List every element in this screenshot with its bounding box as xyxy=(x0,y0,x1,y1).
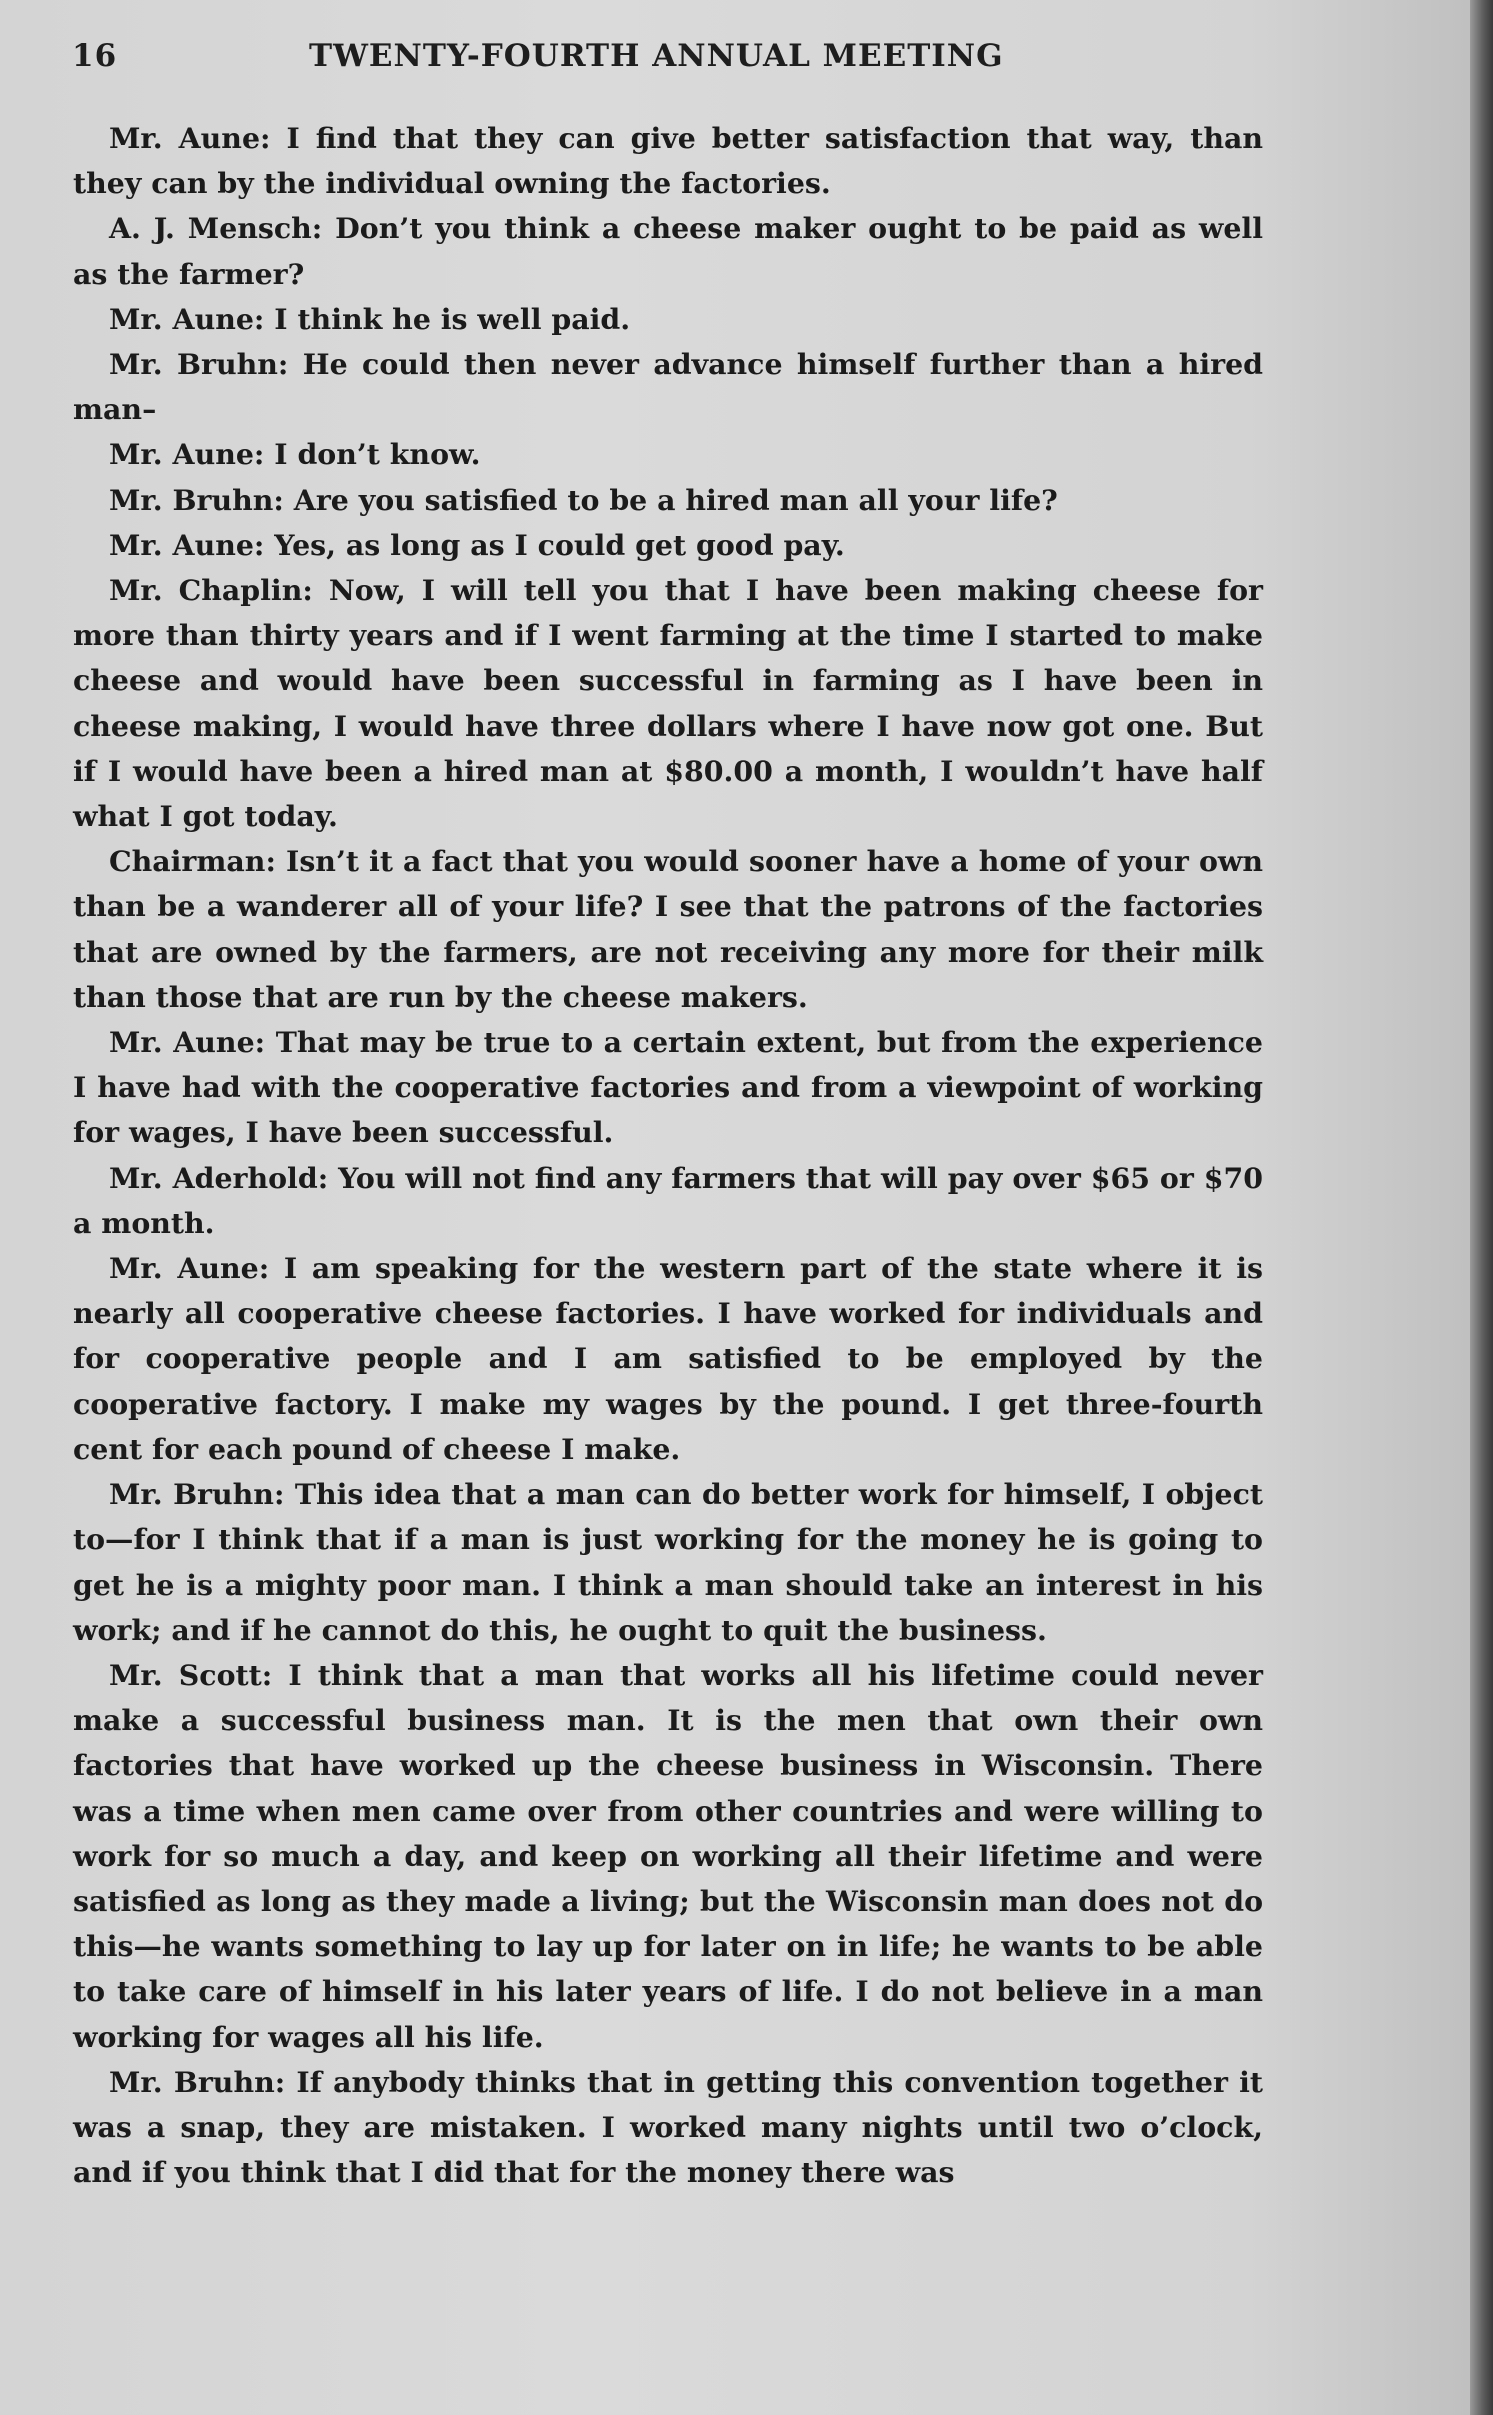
paragraph: Mr. Bruhn: Are you satisfied to be a hired man all your life? xyxy=(109,482,1058,517)
paragraph: Mr. Aune: That may be true to a certain extent, but from the experience I have had with the cooperative factories and from a viewpoint of working for wages, I have been successful. xyxy=(73,1025,1263,1150)
paragraph: Mr. Aune: I am speaking for the western part of the state where it is nearly all cooperative cheese factories. I have worked for individuals and for cooperative people and I am satisfied to be employed by the cooperative factory. I make my wages by the pound. I get three-fourth cent for each pound of cheese I make. xyxy=(73,1251,1263,1466)
running-head: TWENTY-FOURTH ANNUAL MEETING xyxy=(309,38,1004,74)
paragraph: A. J. Mensch: Don’t you think a cheese maker ought to be paid as well as the farmer? xyxy=(73,211,1263,291)
page-binding-shadow xyxy=(1470,0,1493,2415)
paragraph: Chairman: Isn’t it a fact that you would sooner have a home of your own than be a wanderer all of your life? I see that the patrons of the factories that are owned by the farmers, are not receiving any more for their milk than those that are run by the cheese makers. xyxy=(73,844,1263,1014)
page-header xyxy=(72,38,1272,78)
paragraph: Mr. Aune: I don’t know. xyxy=(109,437,481,472)
paragraph: Mr. Aune: I think he is well paid. xyxy=(109,301,631,336)
paragraph: Mr. Aune: I find that they can give better satisfaction that way, than they can by the individual owning the factories. xyxy=(73,121,1263,201)
paragraph: Mr. Bruhn: If anybody thinks that in getting this convention together it was a snap, they are mistaken. I worked many nights until two o’clock, and if you think that I did that for the money there was xyxy=(73,2064,1263,2190)
paragraph: Mr. Aune: Yes, as long as I could get good pay. xyxy=(109,527,845,562)
paragraph: Mr. Chaplin: Now, I will tell you that I have been making cheese for more than thirty years and if I went farming at the time I started to make cheese and would have been successful in farming as I have been in cheese making, I would have three dollars where I have now got one. But if I would have been a hired man at $80.00 a month, I wouldn’t have half what I got today. xyxy=(73,573,1263,834)
paragraph: Mr. Bruhn: He could then never advance himself further than a hired man– xyxy=(73,347,1263,427)
page-number: 16 xyxy=(72,38,118,74)
page-body xyxy=(73,116,1263,2195)
paragraph: Mr. Bruhn: This idea that a man can do better work for himself, I object to—for I think that if a man is just working for the money he is going to get he is a mighty poor man. I think a man should take an interest in his work; and if he cannot do this, he ought to quit the business. xyxy=(73,1477,1263,1647)
paragraph: Mr. Aderhold: You will not find any farmers that will pay over $65 or $70 a month. xyxy=(73,1160,1263,1240)
paragraph: Mr. Scott: I think that a man that works all his lifetime could never make a successful business man. It is the men that own their own factories that have worked up the cheese business in Wisconsin. There was a time when men came over from other countries and were willing to work for so much a day, and keep on working all their lifetime and were satisfied as long as they made a living; but the Wisconsin man does not do this—he wants something to lay up for later on in life; he wants to be able to take care of himself in his later years of life. I do not believe in a man working for wages all his life. xyxy=(73,1657,1263,2054)
